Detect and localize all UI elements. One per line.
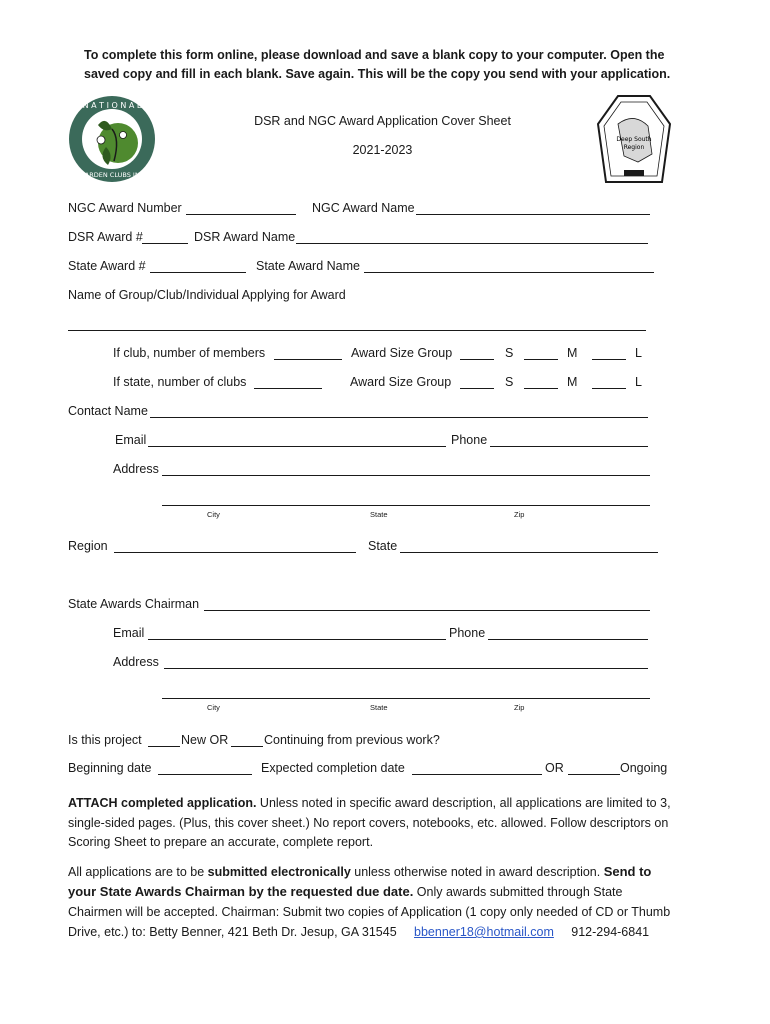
- dsr-award-no-input[interactable]: [144, 228, 186, 242]
- dsr-award-no-line: [142, 243, 188, 244]
- intro-line-1: To complete this form online, please download and save a blank copy to your computer. Open the: [84, 48, 665, 62]
- expected-completion-label: Expected completion date: [261, 761, 405, 775]
- project-new-line: [148, 746, 180, 747]
- project-continuing-line: [231, 746, 263, 747]
- dsr-award-no-label: DSR Award #: [68, 230, 143, 244]
- size-s-label-2: S: [505, 375, 514, 389]
- beginning-date-label: Beginning date: [68, 761, 152, 775]
- state-clubs-label: If state, number of clubs: [113, 375, 247, 389]
- size-m-line-1: [524, 359, 558, 360]
- state-award-name-line: [364, 272, 654, 273]
- chairman-phone-line: [488, 639, 648, 640]
- state-awards-chairman-label: State Awards Chairman: [68, 597, 200, 611]
- size-l-input-2[interactable]: [593, 373, 625, 387]
- chairman-email-link[interactable]: bbenner18@hotmail.com: [414, 925, 554, 939]
- award-size-group-label-2: Award Size Group: [350, 375, 452, 389]
- chairman-city-caption: City: [207, 703, 220, 712]
- submit-post: Only awards submitted through State Chairmen will be accepted. Chairman: Submit two copies of Application (1 copy only needed of CD or Thumb Drive, etc.) to: Betty Benner, 421 Beth Dr. Jesup, GA 31545: [68, 885, 671, 939]
- state-awards-chairman-line: [204, 610, 650, 611]
- chairman-phone-label: Phone: [449, 626, 486, 640]
- contact-email-label: Email: [115, 433, 147, 447]
- state-clubs-line: [254, 388, 322, 389]
- size-l-input-1[interactable]: [593, 344, 625, 358]
- beginning-date-line: [158, 774, 252, 775]
- chairman-address-label: Address: [113, 655, 159, 669]
- project-continuing-input[interactable]: [232, 731, 262, 745]
- size-m-input-1[interactable]: [525, 344, 557, 358]
- state-input[interactable]: [402, 537, 656, 551]
- size-l-line-2: [592, 388, 626, 389]
- chairman-email-label: Email: [113, 626, 145, 640]
- award-size-group-label-1: Award Size Group: [351, 346, 453, 360]
- deep-south-region-logo: [596, 94, 672, 186]
- contact-state-caption: State: [370, 510, 388, 519]
- chairman-email-input[interactable]: [150, 624, 444, 638]
- size-l-line-1: [592, 359, 626, 360]
- svg-text:Region: Region: [623, 144, 645, 151]
- size-s-label-1: S: [505, 346, 514, 360]
- ongoing-input[interactable]: [569, 759, 619, 773]
- size-l-label-2: L: [635, 375, 642, 389]
- project-new-input[interactable]: [149, 731, 179, 745]
- state-award-no-line: [150, 272, 246, 273]
- contact-email-input[interactable]: [150, 431, 444, 445]
- contact-address-line-1: [162, 475, 650, 476]
- svg-text:GARDEN CLUBS INC: GARDEN CLUBS INC: [79, 171, 145, 179]
- size-l-label-1: L: [635, 346, 642, 360]
- project-new-label: New OR: [181, 733, 229, 747]
- submit-pre: All applications are to be: [68, 865, 208, 879]
- size-m-input-2[interactable]: [525, 373, 557, 387]
- logo-left-text: N A T I O N A L: [82, 101, 142, 110]
- contact-address-input-2[interactable]: [164, 490, 648, 504]
- dsr-award-name-line: [296, 243, 648, 244]
- contact-name-input[interactable]: [152, 402, 646, 416]
- size-m-label-2: M: [567, 375, 578, 389]
- chairman-state-caption: State: [370, 703, 388, 712]
- group-name-line: [68, 330, 646, 331]
- state-award-no-input[interactable]: [152, 257, 244, 271]
- group-name-label: Name of Group/Club/Individual Applying for Award: [68, 288, 346, 302]
- expected-completion-input[interactable]: [414, 759, 540, 773]
- chairman-email-line: [148, 639, 446, 640]
- submit-bold-1: submitted electronically: [207, 865, 351, 879]
- region-line: [114, 552, 356, 553]
- attach-bold: ATTACH completed application.: [68, 796, 257, 810]
- submit-paragraph: [68, 862, 673, 942]
- region-input[interactable]: [116, 537, 354, 551]
- intro-line-2: saved copy and fill in each blank. Save again. This will be the copy you send with your application.: [84, 67, 671, 81]
- attach-text: Unless noted in specific award description, all applications are limited to 3, single-sided pages. (Plus, this cover sheet.) No report covers, notebooks, etc. allowed. Follow descriptors on Scoring Sheet to prepare an accurate, complete report.: [68, 796, 671, 849]
- beginning-date-input[interactable]: [160, 759, 250, 773]
- project-continuing-label: Continuing from previous work?: [264, 733, 440, 747]
- club-members-label: If club, number of members: [113, 346, 266, 360]
- dsr-award-name-label: DSR Award Name: [194, 230, 296, 244]
- chairman-address-input-1[interactable]: [166, 653, 646, 667]
- ngc-award-name-line: [416, 214, 650, 215]
- contact-name-line: [150, 417, 648, 418]
- ngc-award-name-input[interactable]: [418, 199, 648, 213]
- ngc-award-number-label: NGC Award Number: [68, 201, 182, 215]
- national-garden-clubs-logo: [68, 95, 156, 183]
- ongoing-label: Ongoing: [620, 761, 668, 775]
- club-members-line: [274, 359, 342, 360]
- region-label: Region: [68, 539, 108, 553]
- contact-name-label: Contact Name: [68, 404, 148, 418]
- contact-address-label: Address: [113, 462, 159, 476]
- attach-paragraph: [68, 794, 673, 853]
- size-s-line-1: [460, 359, 494, 360]
- ngc-award-number-line: [186, 214, 296, 215]
- chairman-address-line-2: [162, 698, 650, 699]
- state-award-name-label: State Award Name: [256, 259, 360, 273]
- chairman-phone-input[interactable]: [490, 624, 646, 638]
- contact-address-line-2: [162, 505, 650, 506]
- svg-text:Deep South: Deep South: [616, 136, 652, 143]
- chairman-phone-number: 912-294-6841: [571, 925, 650, 939]
- group-name-input[interactable]: [70, 315, 644, 329]
- state-award-name-input[interactable]: [366, 257, 652, 271]
- expected-completion-line: [412, 774, 542, 775]
- form-title: DSR and NGC Award Application Cover Sheet: [254, 114, 511, 128]
- state-label: State: [368, 539, 398, 553]
- size-s-input-1[interactable]: [461, 344, 493, 358]
- state-clubs-input[interactable]: [256, 373, 320, 387]
- state-award-no-label: State Award #: [68, 259, 146, 273]
- or-label: OR: [545, 761, 564, 775]
- contact-phone-line: [490, 446, 648, 447]
- size-m-line-2: [524, 388, 558, 389]
- chairman-address-line-1: [164, 668, 648, 669]
- dsr-award-name-input[interactable]: [298, 228, 646, 242]
- size-m-label-1: M: [567, 346, 578, 360]
- size-s-line-2: [460, 388, 494, 389]
- form-years: 2021-2023: [352, 143, 413, 157]
- project-question-label: Is this project: [68, 733, 142, 747]
- chairman-zip-caption: Zip: [514, 703, 525, 712]
- ongoing-line: [568, 774, 620, 775]
- contact-phone-label: Phone: [451, 433, 488, 447]
- ngc-award-number-input[interactable]: [188, 199, 294, 213]
- state-awards-chairman-input[interactable]: [206, 595, 648, 609]
- submit-mid: unless otherwise noted in award description.: [350, 865, 604, 879]
- contact-email-line: [148, 446, 446, 447]
- submit-bold-2: Send to your State Awards Chairman by the requested due date.: [68, 864, 652, 899]
- state-line: [400, 552, 658, 553]
- contact-address-input-1[interactable]: [164, 460, 648, 474]
- contact-phone-input[interactable]: [492, 431, 646, 445]
- chairman-address-input-2[interactable]: [164, 683, 648, 697]
- size-s-input-2[interactable]: [461, 373, 493, 387]
- club-members-input[interactable]: [276, 344, 340, 358]
- contact-zip-caption: Zip: [514, 510, 525, 519]
- contact-city-caption: City: [207, 510, 220, 519]
- ngc-award-name-label: NGC Award Name: [312, 201, 415, 215]
